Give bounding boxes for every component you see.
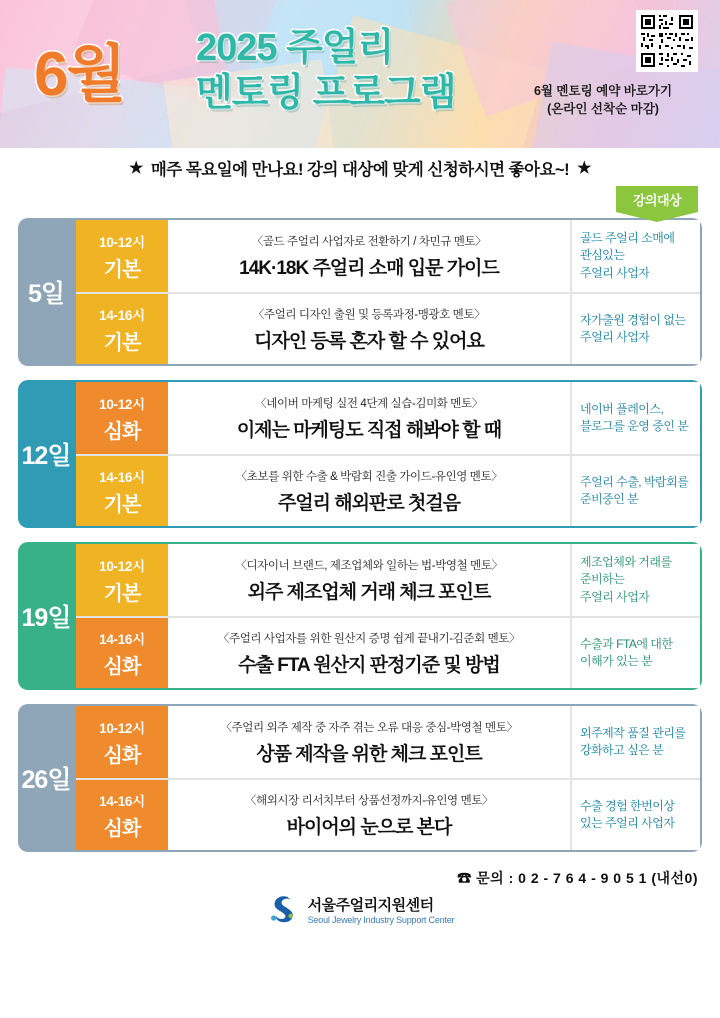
week-block	[18, 218, 702, 366]
session-level: 기본	[103, 493, 141, 516]
session-rows	[74, 704, 702, 852]
schedule-list	[0, 218, 720, 852]
session-level: 심화	[103, 744, 141, 767]
session-row[interactable]	[76, 616, 700, 688]
time-level-cell	[76, 456, 168, 526]
session-title: 수출 FTA 원산지 판정기준 및 방법	[238, 654, 500, 676]
time-level-cell	[76, 544, 168, 616]
organization-name-en: Seoul Jewelry Industry Support Center	[307, 914, 455, 925]
poster-title-line1: 2025 주얼리	[196, 27, 394, 69]
session-subtitle: 〈주얼리 외주 제작 중 자주 겪는 오류 대응 중심-박영철 멘토〉	[220, 721, 518, 734]
session-row[interactable]	[76, 778, 700, 850]
poster-title	[196, 26, 456, 116]
session-time: 14-16시	[99, 469, 145, 485]
qr-caption-line2: (온라인 선착순 마감)	[547, 102, 659, 117]
session-time: 14-16시	[99, 793, 145, 809]
organization-logo	[266, 892, 455, 926]
day-label: 5일	[18, 218, 74, 366]
session-time: 10-12시	[99, 558, 145, 574]
session-row[interactable]	[76, 382, 700, 454]
contact-info: ☎ 문의 : 0 2 - 7 6 4 - 9 0 5 1 (내선0)	[457, 870, 698, 886]
week-block	[18, 380, 702, 528]
qr-caption	[498, 82, 708, 118]
session-row[interactable]	[76, 220, 700, 292]
day-label: 26일	[18, 704, 74, 852]
session-row[interactable]	[76, 544, 700, 616]
session-level: 기본	[103, 331, 141, 354]
session-title: 14K·18K 주얼리 소매 입문 가이드	[239, 257, 499, 279]
session-time: 10-12시	[99, 396, 145, 412]
legend-target-flag: 강의대상	[616, 186, 698, 212]
legend-area	[0, 188, 720, 218]
time-level-cell	[76, 706, 168, 778]
star-icon-left: ★	[129, 160, 143, 177]
time-level-cell	[76, 780, 168, 850]
week-block	[18, 542, 702, 690]
session-title: 외주 제조업체 거래 체크 포인트	[247, 581, 491, 603]
session-time: 10-12시	[99, 234, 145, 250]
session-time: 14-16시	[99, 307, 145, 323]
session-target: 주얼리 수출, 박람회를 준비중인 분	[570, 456, 700, 526]
poster-header	[0, 0, 720, 148]
session-subtitle: 〈초보를 위한 수출 & 박람회 진출 가이드-유인영 멘토〉	[235, 470, 503, 483]
session-row[interactable]	[76, 292, 700, 364]
session-main-cell	[168, 544, 570, 616]
session-subtitle: 〈주얼리 사업자를 위한 원산지 증명 쉽게 끝내기-김준회 멘토〉	[217, 632, 521, 645]
qr-caption-line1: 6월 멘토링 예약 바로가기	[533, 84, 673, 98]
session-target: 자가출원 경험이 없는 주얼리 사업자	[570, 294, 700, 364]
session-main-cell	[168, 456, 570, 526]
session-title: 바이어의 눈으로 본다	[286, 816, 452, 838]
star-icon-right: ★	[577, 160, 591, 177]
session-main-cell	[168, 220, 570, 292]
organization-name-kr: 서울주얼리지원센터	[307, 896, 434, 914]
subtitle-bar	[0, 148, 720, 188]
session-rows	[74, 218, 702, 366]
session-time: 10-12시	[99, 720, 145, 736]
session-rows	[74, 380, 702, 528]
session-subtitle: 〈골드 주얼리 사업자로 전환하기 / 차민규 멘토〉	[251, 235, 487, 248]
session-subtitle: 〈디자이너 브랜드, 제조업체와 일하는 법-박영철 멘토〉	[235, 559, 503, 572]
session-level: 심화	[103, 655, 141, 678]
session-title: 이제는 마케팅도 직접 해봐야 할 때	[236, 419, 502, 441]
session-rows	[74, 542, 702, 690]
session-title: 상품 제작을 위한 체크 포인트	[256, 743, 482, 765]
session-subtitle: 〈네이버 마케팅 실전 4단계 실습-김미화 멘토〉	[255, 397, 483, 410]
session-main-cell	[168, 294, 570, 364]
session-time: 14-16시	[99, 631, 145, 647]
poster-footer	[0, 866, 720, 936]
day-label: 19일	[18, 542, 74, 690]
organization-name	[308, 894, 455, 925]
time-level-cell	[76, 294, 168, 364]
time-level-cell	[76, 618, 168, 688]
session-target: 수출 경험 한번이상 있는 주얼리 사업자	[570, 780, 700, 850]
month-title: 6월	[34, 40, 125, 109]
session-subtitle: 〈주얼리 디자인 출원 및 등록과정-맹광호 멘토〉	[252, 308, 486, 321]
session-main-cell	[168, 780, 570, 850]
session-main-cell	[168, 382, 570, 454]
seoul-jewelry-logo-icon	[266, 892, 300, 926]
session-title: 디자인 등록 혼자 할 수 있어요	[254, 330, 484, 352]
session-main-cell	[168, 618, 570, 688]
session-main-cell	[168, 706, 570, 778]
session-target: 골드 주얼리 소매에 관심있는 주얼리 사업자	[570, 220, 700, 292]
session-target: 외주제작 품질 관리를 강화하고 싶은 분	[570, 706, 700, 778]
session-row[interactable]	[76, 454, 700, 526]
qr-code-icon[interactable]	[636, 10, 698, 72]
session-target: 수출과 FTA에 대한 이해가 있는 분	[570, 618, 700, 688]
subtitle-text: 매주 목요일에 만나요! 강의 대상에 맞게 신청하시면 좋아요~!	[150, 161, 570, 179]
week-block	[18, 704, 702, 852]
day-label: 12일	[18, 380, 74, 528]
session-target: 네이버 플레이스, 블로그를 운영 중인 분	[570, 382, 700, 454]
session-subtitle: 〈해외시장 리서치부터 상품선정까지-유인영 멘토〉	[244, 794, 494, 807]
time-level-cell	[76, 382, 168, 454]
session-target: 제조업체와 거래를 준비하는 주얼리 사업자	[570, 544, 700, 616]
session-level: 심화	[103, 817, 141, 840]
time-level-cell	[76, 220, 168, 292]
session-level: 심화	[103, 420, 141, 443]
session-level: 기본	[103, 258, 141, 281]
session-level: 기본	[103, 582, 141, 605]
poster-title-line2: 멘토링 프로그램	[196, 71, 456, 114]
session-title: 주얼리 해외판로 첫걸음	[277, 492, 461, 514]
session-row[interactable]	[76, 706, 700, 778]
